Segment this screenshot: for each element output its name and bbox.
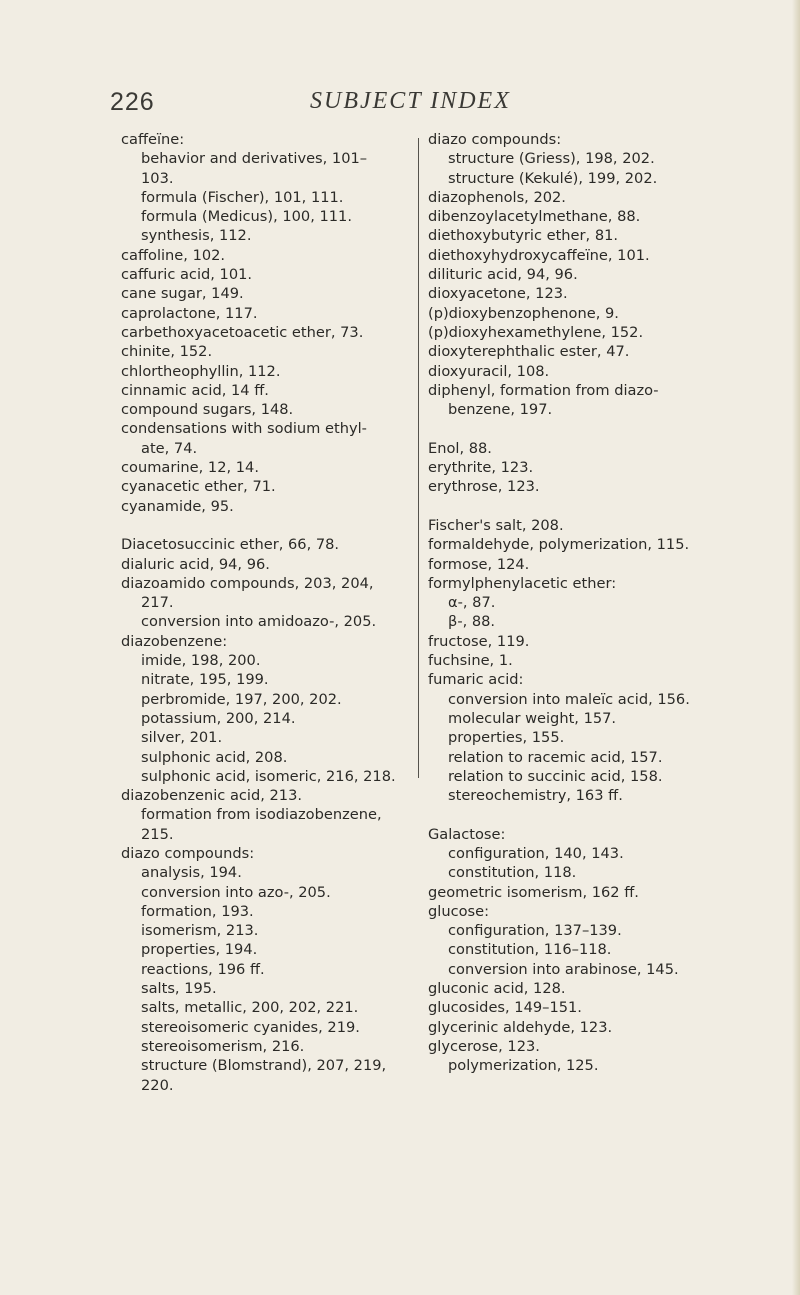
index-subentry: molecular weight, 157. bbox=[448, 709, 617, 727]
index-subentry: conversion into azo-, 205. bbox=[141, 883, 331, 901]
index-subentry: formula (Fischer), 101, 111. bbox=[141, 188, 344, 206]
section-gap bbox=[428, 805, 733, 824]
index-subentry: 103. bbox=[141, 169, 174, 187]
section-gap bbox=[428, 497, 733, 516]
index-subentry: conversion into maleïc acid, 156. bbox=[448, 690, 690, 708]
index-subentry: synthesis, 112. bbox=[141, 227, 252, 245]
index-subentry: 217. bbox=[141, 594, 174, 612]
index-entry: Fischer's salt, 208. bbox=[428, 516, 564, 534]
index-entry: glucose: bbox=[428, 902, 490, 920]
index-entry: Galactose: bbox=[428, 825, 506, 843]
index-entry: dioxyacetone, 123. bbox=[428, 285, 568, 303]
index-subentry: formation, 193. bbox=[141, 902, 254, 920]
index-subentry: imide, 198, 200. bbox=[141, 652, 261, 670]
index-entry: diethoxybutyric ether, 81. bbox=[428, 227, 619, 245]
index-subentry: properties, 155. bbox=[448, 729, 565, 747]
index-entry: (p)dioxybenzophenone, 9. bbox=[428, 304, 619, 322]
index-subentry: conversion into amidoazo-, 205. bbox=[141, 613, 377, 631]
index-entry: caffoline, 102. bbox=[121, 246, 226, 264]
index-subentry: sulphonic acid, 208. bbox=[141, 748, 288, 766]
index-subentry: structure (Kekulé), 199, 202. bbox=[448, 169, 658, 187]
index-subentry: structure (Blomstrand), 207, 219, bbox=[141, 1057, 387, 1075]
index-entry: diphenyl, formation from diazo- bbox=[428, 381, 659, 399]
index-subentry: benzene, 197. bbox=[448, 401, 553, 419]
index-subentry: conversion into arabinose, 145. bbox=[448, 960, 679, 978]
index-entry: diazophenols, 202. bbox=[428, 188, 566, 206]
index-entry: carbethoxyacetoacetic ether, 73. bbox=[121, 323, 364, 341]
index-entry: geometric isomerism, 162 ff. bbox=[428, 883, 639, 901]
index-column-left bbox=[121, 130, 411, 1095]
column-divider bbox=[418, 138, 419, 778]
index-entry: cinnamic acid, 14 ff. bbox=[121, 381, 269, 399]
index-entry: (p)dioxyhexamethylene, 152. bbox=[428, 323, 644, 341]
index-entry: erythrose, 123. bbox=[428, 478, 540, 496]
index-subentry: perbromide, 197, 200, 202. bbox=[141, 690, 342, 708]
index-subentry: analysis, 194. bbox=[141, 864, 242, 882]
index-subentry: salts, 195. bbox=[141, 980, 217, 998]
index-entry: erythrite, 123. bbox=[428, 459, 534, 477]
index-subentry: 220. bbox=[141, 1076, 174, 1094]
index-entry: compound sugars, 148. bbox=[121, 401, 294, 419]
section-gap bbox=[428, 419, 733, 438]
index-subentry: constitution, 118. bbox=[448, 864, 577, 882]
index-entry: dioxyuracil, 108. bbox=[428, 362, 550, 380]
index-subentry: silver, 201. bbox=[141, 729, 223, 747]
index-subentry: configuration, 137–139. bbox=[448, 922, 622, 940]
index-subentry: ate, 74. bbox=[141, 439, 198, 457]
index-subentry: β-, 88. bbox=[448, 613, 496, 631]
index-entry: formylphenylacetic ether: bbox=[428, 574, 617, 592]
index-subentry: structure (Griess), 198, 202. bbox=[448, 150, 655, 168]
index-entry: chinite, 152. bbox=[121, 343, 213, 361]
index-entry: dioxyterephthalic ester, 47. bbox=[428, 343, 630, 361]
index-subentry: polymerization, 125. bbox=[448, 1057, 599, 1075]
index-subentry: stereochemistry, 163 ff. bbox=[448, 787, 623, 805]
index-entry: caprolactone, 117. bbox=[121, 304, 258, 322]
index-entry: cyanamide, 95. bbox=[121, 497, 234, 515]
index-entry: dilituric acid, 94, 96. bbox=[428, 266, 578, 284]
index-column-right bbox=[428, 130, 733, 1076]
index-entry: dialuric acid, 94, 96. bbox=[121, 555, 270, 573]
index-entry: diazobenzenic acid, 213. bbox=[121, 787, 303, 805]
index-entry: chlortheophyllin, 112. bbox=[121, 362, 281, 380]
index-entry: diazo compounds: bbox=[121, 844, 255, 862]
index-entry: formose, 124. bbox=[428, 555, 530, 573]
index-entry: glucosides, 149–151. bbox=[428, 999, 582, 1017]
index-entry: Diacetosuccinic ether, 66, 78. bbox=[121, 536, 340, 554]
index-entry: diazobenzene: bbox=[121, 632, 228, 650]
index-entry: Enol, 88. bbox=[428, 439, 492, 457]
index-subentry: salts, metallic, 200, 202, 221. bbox=[141, 999, 359, 1017]
index-subentry: reactions, 196 ff. bbox=[141, 960, 265, 978]
index-entry: caffuric acid, 101. bbox=[121, 266, 253, 284]
index-entry: coumarine, 12, 14. bbox=[121, 459, 259, 477]
index-subentry: stereoisomerism, 216. bbox=[141, 1037, 305, 1055]
index-entry: gluconic acid, 128. bbox=[428, 980, 566, 998]
index-subentry: relation to succinic acid, 158. bbox=[448, 767, 663, 785]
index-entry: diazo compounds: bbox=[428, 131, 562, 148]
page-edge-shadow bbox=[792, 0, 800, 1295]
index-subentry: sulphonic acid, isomeric, 216, 218. bbox=[141, 767, 396, 785]
index-subentry: constitution, 116–118. bbox=[448, 941, 612, 959]
index-entry: fructose, 119. bbox=[428, 632, 530, 650]
index-subentry: configuration, 140, 143. bbox=[448, 844, 624, 862]
index-entry: caffeïne: bbox=[121, 131, 185, 148]
running-head: SUBJECT INDEX bbox=[310, 88, 511, 114]
index-subentry: properties, 194. bbox=[141, 941, 258, 959]
index-entry: fumaric acid: bbox=[428, 671, 524, 689]
index-subentry: behavior and derivatives, 101– bbox=[141, 150, 368, 168]
index-subentry: nitrate, 195, 199. bbox=[141, 671, 269, 689]
index-entry: formaldehyde, polymerization, 115. bbox=[428, 536, 690, 554]
index-subentry: formation from isodiazobenzene, bbox=[141, 806, 382, 824]
page-number: 226 bbox=[110, 88, 155, 116]
index-subentry: α-, 87. bbox=[448, 594, 496, 612]
index-entry: dibenzoylacetylmethane, 88. bbox=[428, 208, 641, 226]
index-subentry: 215. bbox=[141, 825, 174, 843]
index-subentry: stereoisomeric cyanides, 219. bbox=[141, 1018, 360, 1036]
index-entry: diethoxyhydroxycaffeïne, 101. bbox=[428, 246, 650, 264]
index-entry: glycerose, 123. bbox=[428, 1037, 540, 1055]
index-subentry: formula (Medicus), 100, 111. bbox=[141, 208, 352, 226]
index-entry: glycerinic aldehyde, 123. bbox=[428, 1018, 613, 1036]
index-subentry: potassium, 200, 214. bbox=[141, 709, 296, 727]
index-entry: cane sugar, 149. bbox=[121, 285, 244, 303]
index-entry: diazoamido compounds, 203, 204, bbox=[121, 574, 374, 592]
section-gap bbox=[121, 516, 411, 535]
index-entry: condensations with sodium ethyl- bbox=[121, 420, 367, 438]
index-subentry: relation to racemic acid, 157. bbox=[448, 748, 663, 766]
index-entry: fuchsine, 1. bbox=[428, 652, 513, 670]
index-subentry: isomerism, 213. bbox=[141, 922, 259, 940]
index-entry: cyanacetic ether, 71. bbox=[121, 478, 276, 496]
